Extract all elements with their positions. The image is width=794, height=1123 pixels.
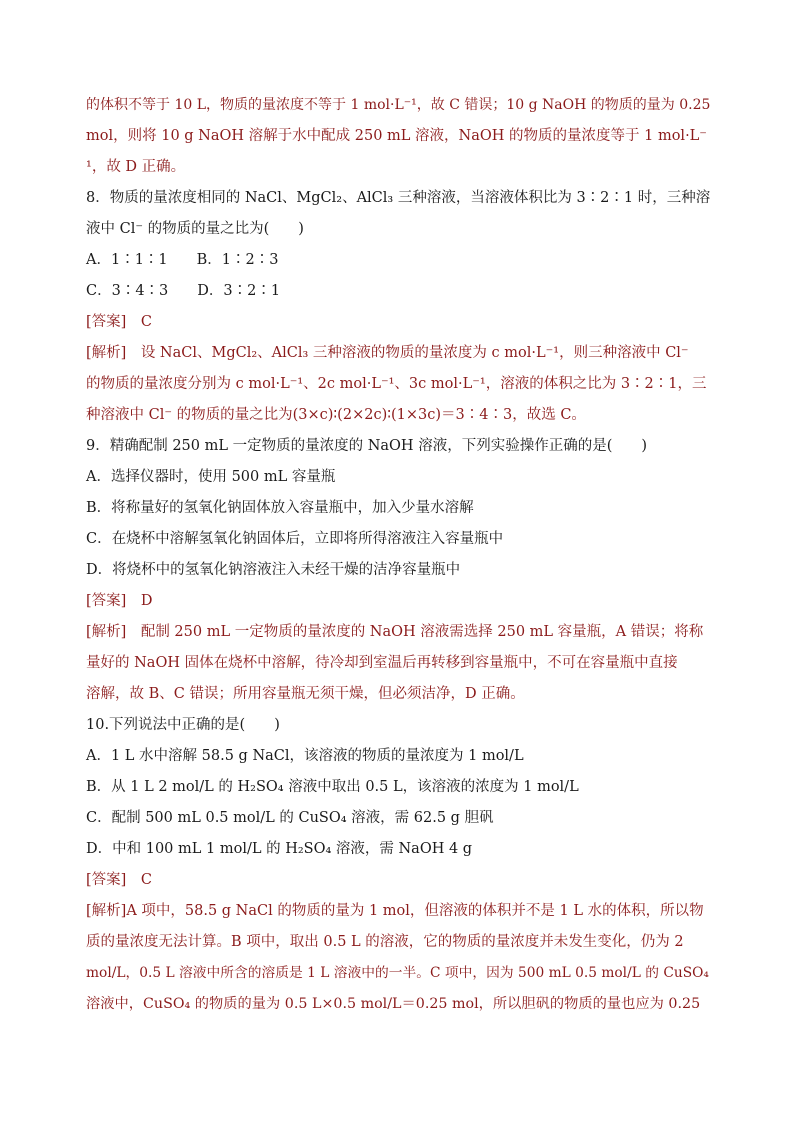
answer-10: [答案] C [86,872,152,888]
answer-9: [答案] D [86,593,153,609]
explanation-9: 溶解，故 B、C 错误；所用容量瓶无须干燥，但必须洁净，D 正确。 [86,686,525,702]
question-8-options: C．3∶4∶3 D．3∶2∶1 [86,283,281,299]
question-9-option-a: A．选择仪器时，使用 500 mL 容量瓶 [86,469,336,485]
explanation-9: [解析] 配制 250 mL 一定物质的量浓度的 NaOH 溶液需选择 250 mL 容量瓶，A 错误；将称 [86,624,704,640]
question-10-stem: 10.下列说法中正确的是( ) [86,717,280,733]
question-10-option-d: D．中和 100 mL 1 mol/L 的 H₂SO₄ 溶液，需 NaOH 4 g [86,841,473,857]
question-10-option-c: C．配制 500 mL 0.5 mol/L 的 CuSO₄ 溶液，需 62.5 g 胆矾 [86,810,494,826]
explanation-8: 的物质的量浓度分别为 c mol·L⁻¹、2c mol·L⁻¹、3c mol·L⁻¹，溶液的体积之比为 3∶2∶1，三 [86,376,707,392]
question-9-stem: 9．精确配制 250 mL 一定物质的量浓度的 NaOH 溶液，下列实验操作正确的是( ) [86,438,648,454]
question-8-stem: 液中 Cl⁻ 的物质的量之比为( ) [86,221,304,237]
question-8-stem: 8．物质的量浓度相同的 NaCl、MgCl₂、AlCl₃ 三种溶液，当溶液体积比为 3∶2∶1 时，三种溶 [86,190,711,206]
text-line: 的体积不等于 10 L，物质的量浓度不等于 1 mol·L⁻¹，故 C 错误；10 g NaOH 的物质的量为 0.25 [86,97,711,113]
explanation-10: 质的量浓度无法计算。B 项中，取出 0.5 L 的溶液，它的物质的量浓度并未发生变化，仍为 2 [86,934,684,950]
question-10-option-b: B．从 1 L 2 mol/L 的 H₂SO₄ 溶液中取出 0.5 L，该溶液的浓度为 1 mol/L [86,779,579,795]
question-10-option-a: A．1 L 水中溶解 58.5 g NaCl，该溶液的物质的量浓度为 1 mol/L [86,748,524,764]
text-line: ¹，故 D 正确。 [86,159,186,175]
explanation-9: 量好的 NaOH 固体在烧杯中溶解，待冷却到室温后再转移到容量瓶中，不可在容量瓶中直接 [86,655,678,671]
question-9-option-c: C．在烧杯中溶解氢氧化钠固体后，立即将所得溶液注入容量瓶中 [86,531,504,547]
question-8-options: A．1∶1∶1 B．1∶2∶3 [86,252,279,268]
answer-8: [答案] C [86,314,152,330]
text-line: mol，则将 10 g NaOH 溶解于水中配成 250 mL 溶液，NaOH 的物质的量浓度等于 1 mol·L⁻ [86,128,707,144]
explanation-8: 种溶液中 Cl⁻ 的物质的量之比为(3×c)∶(2×2c)∶(1×3c)＝3∶4∶3，故选 C。 [86,407,586,423]
explanation-10: mol/L，0.5 L 溶液中所含的溶质是 1 L 溶液中的一半。C 项中，因为 500 mL 0.5 mol/L 的 CuSO₄ [86,965,709,981]
question-9-option-d: D．将烧杯中的氢氧化钠溶液注入未经干燥的洁净容量瓶中 [86,562,461,578]
question-9-option-b: B．将称量好的氢氧化钠固体放入容量瓶中，加入少量水溶解 [86,500,474,516]
explanation-10: [解析]A 项中，58.5 g NaCl 的物质的量为 1 mol，但溶液的体积并不是 1 L 水的体积，所以物 [86,903,704,919]
explanation-8: [解析] 设 NaCl、MgCl₂、AlCl₃ 三种溶液的物质的量浓度为 c mol·L⁻¹，则三种溶液中 Cl⁻ [86,345,689,361]
explanation-10: 溶液中，CuSO₄ 的物质的量为 0.5 L×0.5 mol/L＝0.25 mol，所以胆矾的物质的量也应为 0.25 [86,996,701,1012]
